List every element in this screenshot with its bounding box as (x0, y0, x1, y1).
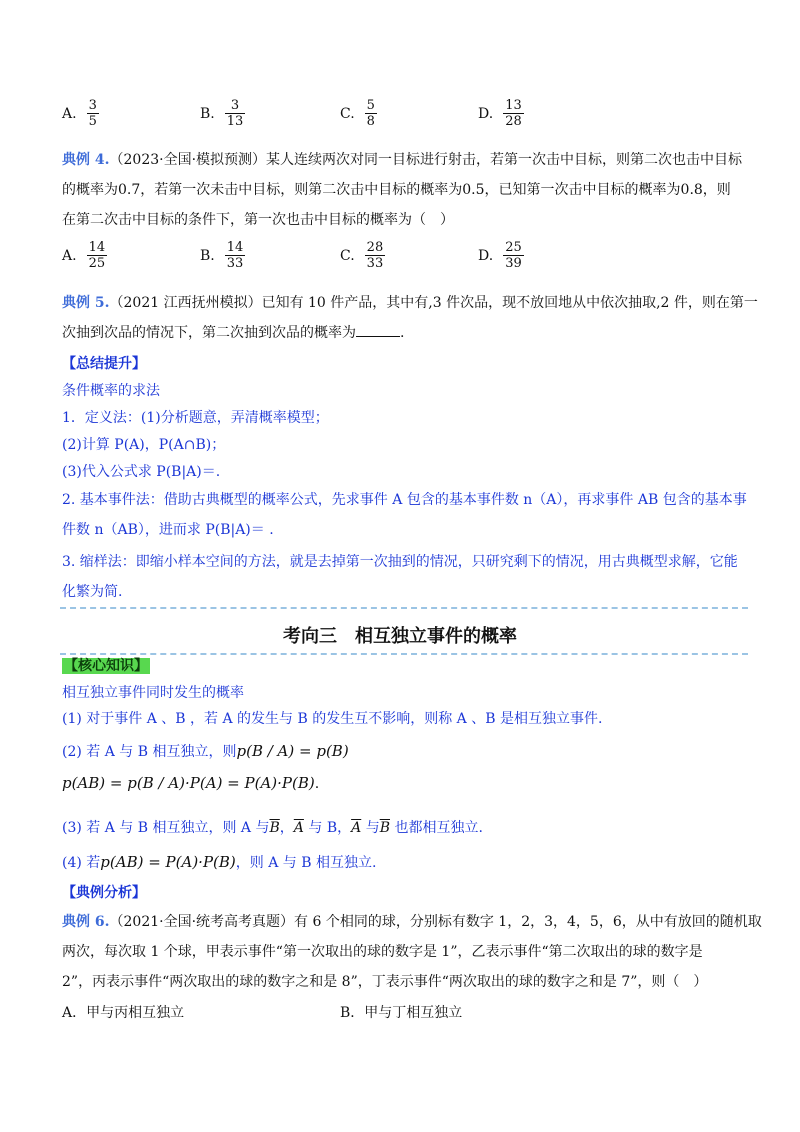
fraction: $\frac{14}{33}$ (226, 240, 244, 271)
example4-line1: 典例 4.（2023·全国·模拟预测）某人连续两次对同一目标进行射击，若第一次击中目标，则第二次也击中目标 (62, 152, 743, 168)
answer-blank[interactable] (356, 324, 400, 337)
example5-line1: 典例 5.（2021 江西抚州模拟）已知有 10 件产品，其中有,3 件次品，现不放回地从中依次抽取,2 件，则在第一 (62, 295, 758, 311)
q3-option-b[interactable] (200, 98, 247, 129)
section-divider-bottom (60, 653, 748, 655)
option-label: A. (62, 105, 77, 122)
core-point-2-formula: p(AB) = p(B / A)·P(A) = P(A)·P(B). (62, 774, 320, 792)
fraction: $\frac{14}{25}$ (88, 240, 106, 271)
section-title: 考向三 相互独立事件的概率 (283, 626, 517, 647)
core-point-1: (1) 对于事件 A 、B ，若 A 的发生与 B 的发生互不影响，则称 A 、B 是相互独立事件. (62, 711, 603, 727)
fraction: $\frac{28}{33}$ (366, 240, 384, 271)
fraction: $\frac{3}{5}$ (88, 98, 97, 129)
example-tag: 典例 4. (62, 152, 110, 168)
option-label: B. (200, 105, 215, 122)
summary-item-5a: 3. 缩样法：即缩小样本空间的方法，就是去掉第一次抽到的情况，只研究剩下的情况，用古典概型求解，它能 (62, 554, 738, 570)
core-knowledge-tag: 【核心知识】 (64, 658, 148, 674)
example-tag: 典例 6. (62, 914, 110, 930)
example6-option-b[interactable]: B．甲与丁相互独立 (340, 1005, 463, 1021)
fraction: $\frac{25}{39}$ (505, 240, 522, 271)
core-title: 相互独立事件同时发生的概率 (62, 685, 244, 701)
core-point-3: (3) 若 A 与 B 相互独立，则 A 与$\overline{B}$，$\overline{A}$ 与 B，$\overline{A}$ 与$\overline{B}$ 也都相互独立. (62, 820, 483, 836)
example4-line3: 在第二次击中目标的条件下，第一次也击中目标的概率为（ ） (62, 212, 454, 228)
summary-heading: 【总结提升】 (62, 356, 146, 372)
q3-option-c[interactable] (340, 98, 379, 129)
q3-option-a[interactable] (62, 98, 101, 129)
example-tag: 典例 5. (62, 295, 110, 311)
example4-option-d[interactable]: D. $\frac{25}{39}$ (478, 240, 522, 271)
summary-item-1: 1．定义法：(1)分析题意，弄清概率模型； (62, 410, 329, 426)
core-point-4: (4) 若p(AB) = P(A)·P(B)，则 A 与 B 相互独立. (62, 853, 377, 871)
summary-item-5b: 化繁为简. (62, 584, 123, 600)
fraction: $\frac{5}{8}$ (366, 98, 375, 129)
example6-line1: 典例 6.（2021·全国·统考高考真题）有 6 个相同的球，分别标有数字 1，2，3，4，5，6，从中有放回的随机取 (62, 914, 762, 930)
core-point-2: (2) 若 A 与 B 相互独立，则p(B / A) = p(B) (62, 742, 349, 760)
example4-option-c[interactable]: C. $\frac{28}{33}$ (340, 240, 384, 271)
summary-item-2: (2)计算 P(A)，P(A∩B)； (62, 437, 226, 453)
q3-option-d[interactable] (478, 98, 526, 129)
fraction: $\frac{13}{28}$ (505, 98, 522, 129)
fraction: $\frac{3}{13}$ (226, 98, 244, 129)
summary-item-4b: 件数 n（AB），进而求 P(B|A)＝ . (62, 522, 274, 538)
option-label: C. (340, 105, 355, 122)
section-divider-top (60, 607, 748, 609)
example6-line2: 两次，每次取 1 个球，甲表示事件“第一次取出的球的数字是 1”，乙表示事件“第二次取出的球的数字是 (62, 944, 703, 960)
example6-line3: 2”，丙表示事件“两次取出的球的数字之和是 8”，丁表示事件“两次取出的球的数字之和是 7”，则（ ） (62, 974, 708, 990)
summary-item-4a: 2. 基本事件法：借助古典概型的概率公式，先求事件 A 包含的基本事件数 n（A），再求事件 AB 包含的基本事 (62, 492, 747, 508)
option-label: D. (478, 105, 494, 122)
example4-option-b[interactable]: B. $\frac{14}{33}$ (200, 240, 244, 271)
example5-line2: 次抽到次品的情况下，第二次抽到次品的概率为 . (62, 325, 405, 341)
summary-title: 条件概率的求法 (62, 383, 160, 399)
summary-item-3: (3)代入公式求 P(B|A)＝. (62, 464, 221, 480)
example4-option-a[interactable]: A. $\frac{14}{25}$ (62, 240, 106, 271)
example4-line2: 的概率为0.7，若第一次未击中目标，则第二次击中目标的概率为0.5，已知第一次击中目标的概率为0.8，则 (62, 182, 731, 198)
example-analysis-heading: 【典例分析】 (62, 885, 146, 901)
example6-option-a[interactable]: A．甲与丙相互独立 (62, 1005, 185, 1021)
